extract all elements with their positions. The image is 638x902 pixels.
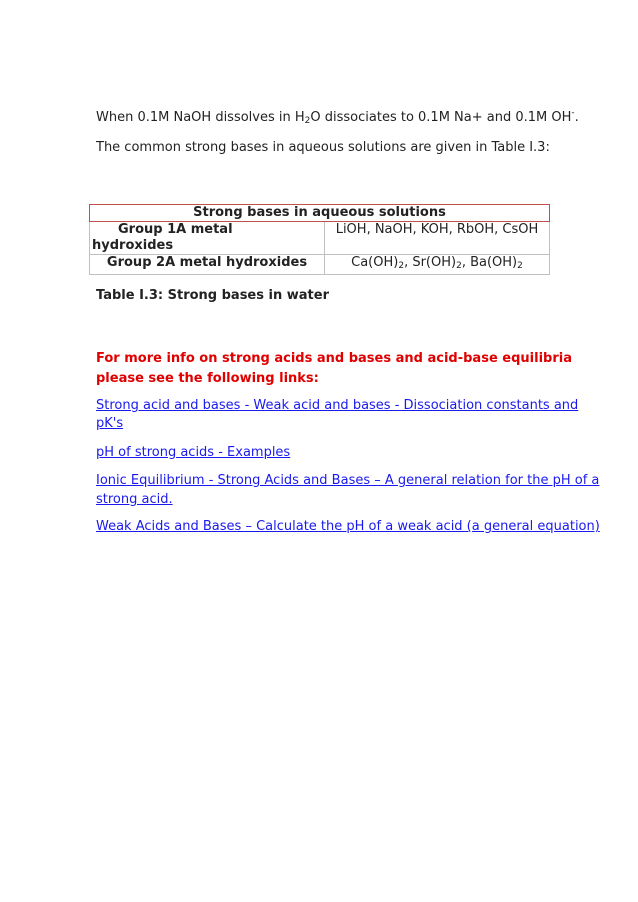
table-caption: Table I.3: Strong bases in water — [96, 288, 329, 303]
baoh2-subscript: 2 — [517, 261, 523, 271]
group-2a-label: Group 2A metal hydroxides — [90, 255, 325, 275]
link-ionic-equilibrium[interactable]: Ionic Equilibrium - Strong Acids and Bases – A general relation for the pH of a — [96, 473, 600, 488]
link-strong-weak-acids-bases[interactable]: Strong acid and bases - Weak acid and bases - Dissociation constants and — [96, 398, 579, 413]
intro-text-part1: When 0.1M NaOH dissolves in H — [96, 110, 305, 125]
group-2a-bases — [325, 255, 550, 275]
sroh2-subscript: 2 — [456, 261, 462, 271]
intro-text-end: . — [574, 110, 579, 125]
table-row — [90, 255, 550, 275]
intro-dissociation-text — [96, 108, 579, 126]
table-header-row — [90, 205, 550, 222]
caoh2-text: Ca(OH) — [351, 255, 399, 270]
sroh2-text: , Sr(OH) — [404, 255, 457, 270]
caoh2-subscript: 2 — [398, 261, 405, 271]
table-header: Strong bases in aqueous solutions — [90, 205, 550, 222]
baoh2-text: , Ba(OH) — [461, 255, 518, 270]
link-weak-acids-bases[interactable]: Weak Acids and Bases – Calculate the pH of a weak acid (a general equation) — [96, 519, 600, 534]
group-1a-label — [90, 222, 325, 255]
intro-table-reference: The common strong bases in aqueous solutions are given in Table I.3: — [96, 140, 550, 155]
group-1a-label-line1: Group 1A metal — [118, 222, 233, 237]
group-1a-label-line2: hydroxides — [92, 238, 174, 253]
more-info-heading-line1: For more info on strong acids and bases and acid-base equilibria — [96, 351, 572, 366]
link-ionic-equilibrium-cont[interactable]: strong acid. — [96, 492, 173, 507]
group-1a-bases: LiOH, NaOH, KOH, RbOH, CsOH — [325, 222, 550, 255]
intro-text-part2: O dissociates to 0.1M Na+ and 0.1M OH — [310, 110, 572, 125]
table-row — [90, 222, 550, 255]
oh-superscript: - — [571, 108, 575, 118]
h2o-subscript: 2 — [304, 116, 311, 126]
more-info-heading-line2: please see the following links: — [96, 371, 319, 386]
link-strong-weak-acids-bases-cont[interactable]: pK's — [96, 416, 124, 431]
strong-bases-table — [89, 204, 550, 275]
link-ph-strong-acids[interactable]: pH of strong acids - Examples — [96, 445, 291, 460]
